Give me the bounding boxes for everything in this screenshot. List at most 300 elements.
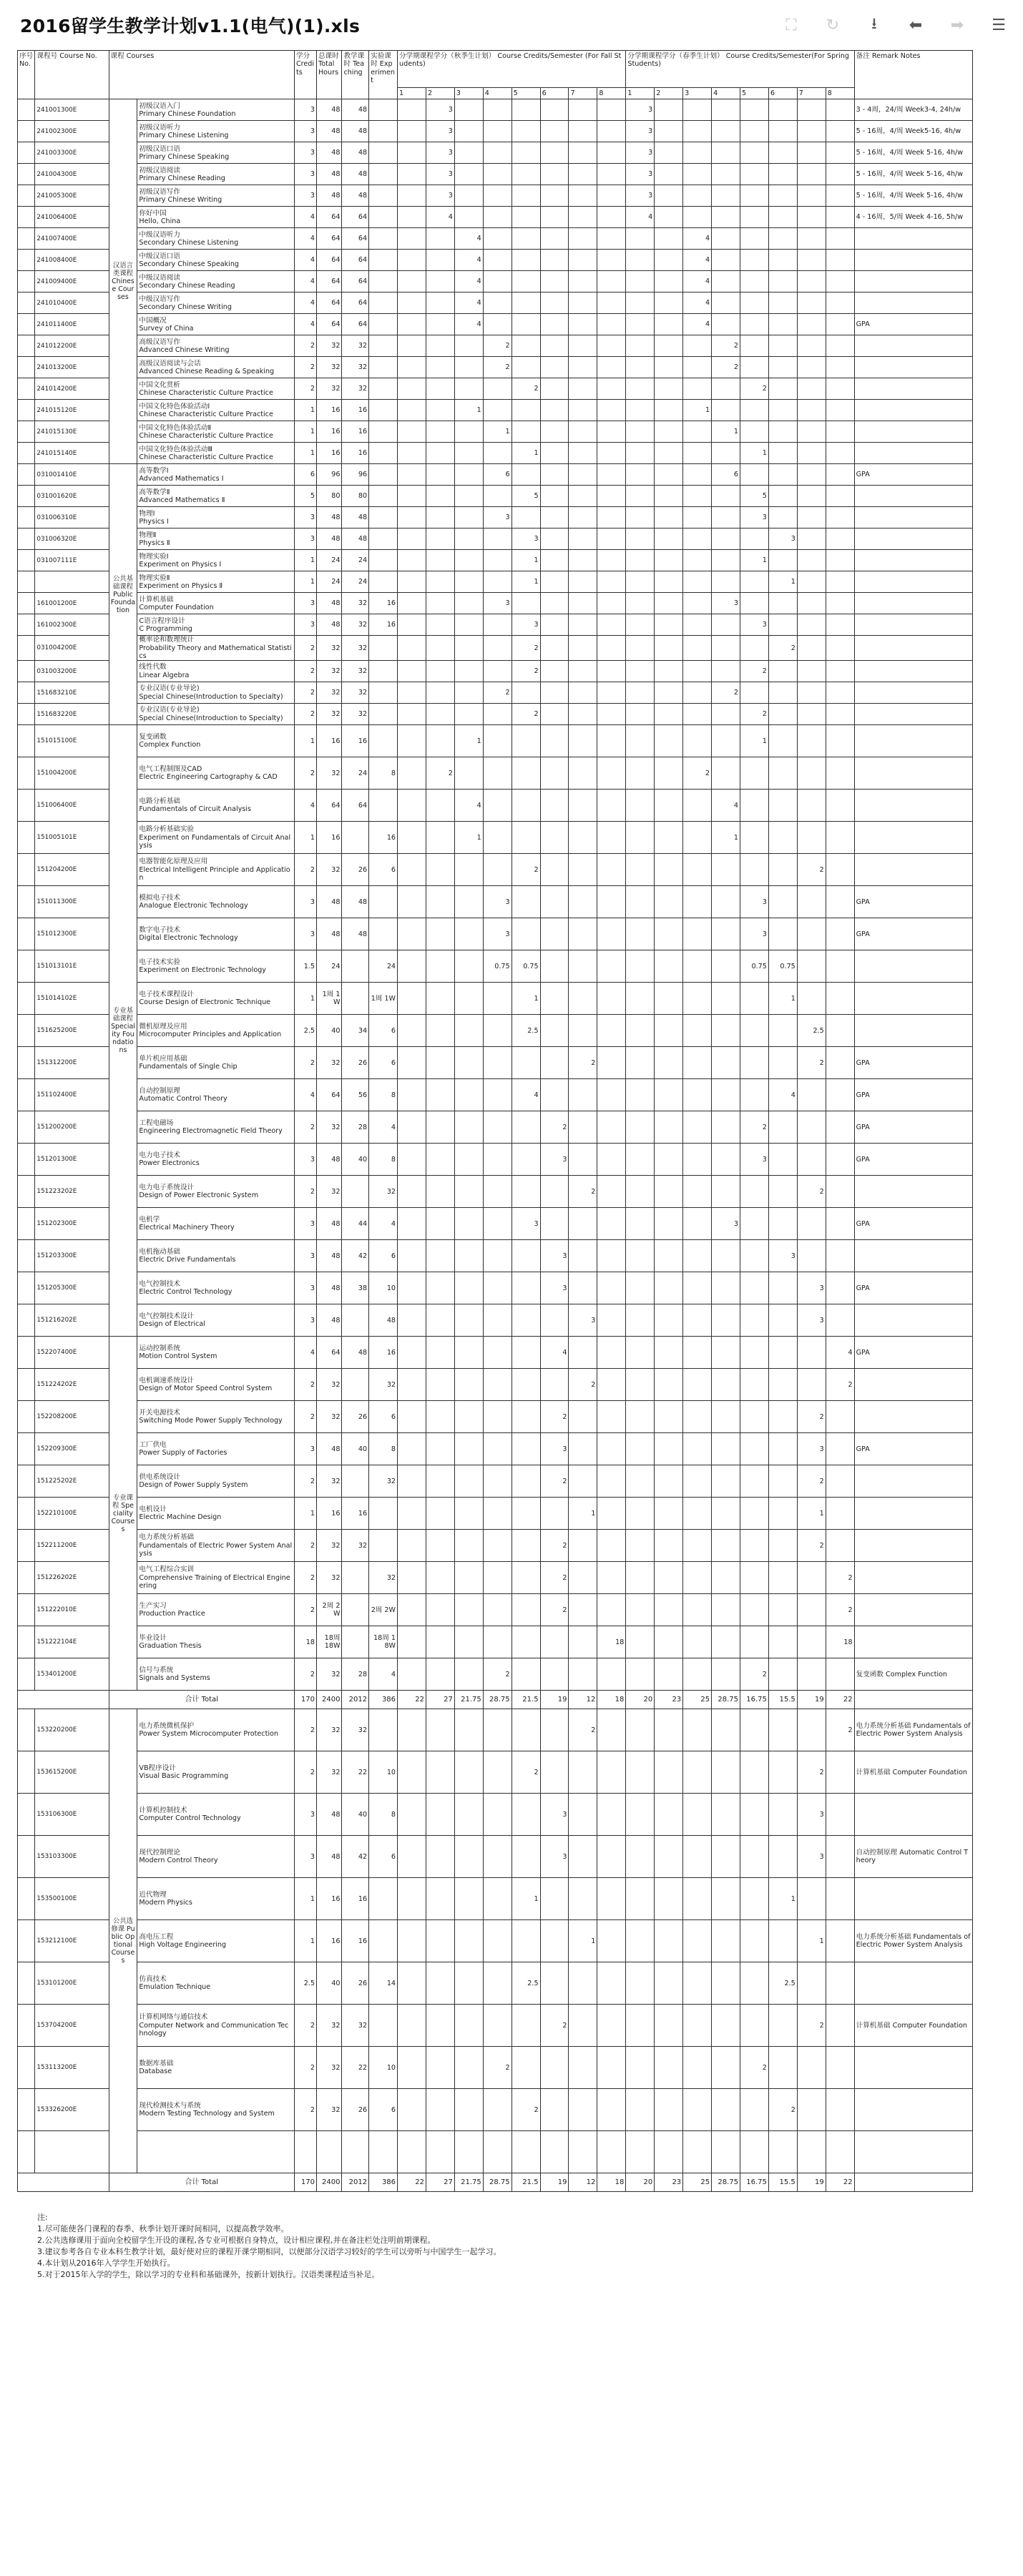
spring-semester-credit [797, 2131, 826, 2173]
experiment-hours-cell: 14 [369, 1962, 398, 2005]
spring-semester-credit [626, 1626, 655, 1658]
fall-semester-credit [512, 2047, 540, 2089]
table-row [18, 886, 973, 918]
fall-semester-credit [454, 142, 483, 164]
course-name [137, 2047, 295, 2089]
spring-semester-credit: 2 [826, 1594, 854, 1626]
row-number [18, 1047, 35, 1079]
fall-semester-credit [454, 1240, 483, 1272]
spring-semester-credit [826, 1079, 854, 1111]
course-name-zh: 物理Ⅱ [139, 531, 157, 539]
spring-semester-credit [797, 443, 826, 464]
spring-semester-credit [768, 1530, 797, 1562]
course-name-zh: 计算机基础 [139, 595, 174, 604]
spring-semester-credit: 2 [797, 854, 826, 886]
spring-semester-credit [797, 335, 826, 357]
spring-semester-credit [626, 250, 655, 271]
teaching-hours-cell: 44 [342, 1208, 369, 1240]
spring-semester-credit [768, 228, 797, 250]
fall-semester-credit [398, 614, 426, 636]
fall-semester-credit [512, 1401, 540, 1433]
fall-semester-credit [454, 950, 483, 983]
spring-semester-credit [740, 164, 768, 185]
total-hours-cell: 32 [316, 2047, 341, 2089]
remark-cell [854, 250, 972, 271]
row-number [18, 2131, 35, 2173]
fall-semester-credit [483, 400, 512, 421]
course-name [137, 1658, 295, 1691]
fall-semester-credit [398, 443, 426, 464]
remark-cell [854, 1401, 972, 1433]
col-header-fall: 分学期课程学分（秋季生计划） Course Credits/Semester (For Fall Students) [398, 51, 626, 88]
course-name-en: Design of Power Electronic System [139, 1191, 259, 1200]
teaching-hours-cell: 16 [342, 443, 369, 464]
course-code: 151011300E [35, 886, 109, 918]
experiment-hours-cell [369, 790, 398, 822]
fall-semester-credit: 1 [569, 1920, 597, 1962]
total-fall-credit: 19 [540, 2173, 569, 2192]
fall-semester-credit: 2 [483, 335, 512, 357]
fall-semester-credit [569, 983, 597, 1015]
fall-semester-credit [454, 1304, 483, 1337]
fall-semester-credit [454, 661, 483, 682]
spring-semester-credit: 3 [626, 185, 655, 207]
spring-semester-credit [683, 822, 712, 854]
spring-semester-credit [626, 1751, 655, 1794]
spring-semester-credit [655, 1337, 683, 1369]
table-row [18, 121, 973, 142]
total-fall-credit: 12 [569, 1691, 597, 1709]
spring-semester-credit [683, 1401, 712, 1433]
credits-cell: 1 [294, 1920, 316, 1962]
remark-cell [854, 1240, 972, 1272]
total-hours-cell: 48 [316, 99, 341, 121]
spring-semester-credit [768, 357, 797, 378]
fall-semester-credit [597, 164, 626, 185]
spring-semester-credit [826, 1836, 854, 1878]
fall-semester-credit [426, 1111, 454, 1144]
course-code: 153615200E [35, 1751, 109, 1794]
note-line: 3.建议参考各自专业本科生教学计划，最好使对应的课程开课学期相同，以便部分汉语学习较好的学生可以旁听与中国学生一起学习。 [37, 2247, 501, 2257]
table-row [18, 983, 973, 1015]
total-spring-credit: 23 [655, 1691, 683, 1709]
course-name [137, 1047, 295, 1079]
row-number [18, 1626, 35, 1658]
course-name-zh: 电机拖动基础 [139, 1247, 180, 1256]
credits-cell: 4 [294, 207, 316, 228]
fall-semester-credit [597, 1562, 626, 1594]
course-code: 152211200E [35, 1530, 109, 1562]
experiment-hours-cell: 6 [369, 854, 398, 886]
spring-semester-credit [797, 918, 826, 950]
spring-semester-credit [768, 185, 797, 207]
table-row [18, 1878, 973, 1920]
experiment-hours-cell [369, 400, 398, 421]
spring-semester-credit [683, 636, 712, 661]
fall-semester-credit [426, 1015, 454, 1047]
credits-cell: 2.5 [294, 1962, 316, 2005]
course-name-en: Advanced Mathematics Ⅰ [139, 474, 224, 483]
fall-semester-credit [426, 661, 454, 682]
spring-semester-credit [683, 529, 712, 550]
spring-semester-credit: 2 [797, 1176, 826, 1208]
fall-semester-credit [454, 185, 483, 207]
course-name-en: Physics Ⅱ [139, 539, 170, 547]
spring-semester-credit [626, 950, 655, 983]
fall-semester-credit [483, 1433, 512, 1465]
fall-semester-credit [540, 443, 569, 464]
course-name-zh: 电气工程制图及CAD [139, 765, 202, 773]
row-number [18, 682, 35, 704]
remark-cell: 电力系统分析基础 Fundamentals of Electric Power System Analysis [854, 1920, 972, 1962]
fall-semester-credit [398, 1047, 426, 1079]
spring-semester-credit [655, 1369, 683, 1401]
spring-semester-credit: 2 [740, 1111, 768, 1144]
fall-semester-credit [597, 250, 626, 271]
header-row [18, 51, 973, 88]
spring-semester-credit [683, 1337, 712, 1369]
table-row [18, 704, 973, 725]
spring-semester-credit [683, 185, 712, 207]
row-number [18, 950, 35, 983]
course-code: 153103300E [35, 1836, 109, 1878]
remark-cell: GPA [854, 1272, 972, 1304]
course-code: 031001410E [35, 464, 109, 486]
spring-semester-credit [740, 335, 768, 357]
spring-semester-credit [683, 1709, 712, 1751]
fall-semester-credit [398, 1878, 426, 1920]
course-name [137, 983, 295, 1015]
spring-semester-credit [740, 121, 768, 142]
fall-semester-credit [540, 1304, 569, 1337]
total-hours-cell: 64 [316, 1337, 341, 1369]
credits-cell: 3 [294, 918, 316, 950]
fall-semester-credit: 2 [569, 1709, 597, 1751]
row-number [18, 636, 35, 661]
spring-semester-credit [712, 1709, 740, 1751]
spring-semester-credit [826, 2089, 854, 2131]
spring-semester-credit [797, 550, 826, 571]
course-code: 241008400E [35, 250, 109, 271]
course-name [137, 292, 295, 314]
spring-semester-header: 8 [826, 88, 854, 99]
teaching-hours-cell: 64 [342, 271, 369, 292]
fall-semester-credit [512, 164, 540, 185]
experiment-hours-cell: 10 [369, 2047, 398, 2089]
spring-semester-credit [626, 1465, 655, 1498]
row-number [18, 2047, 35, 2089]
spring-semester-credit [740, 1794, 768, 1836]
spring-semester-header: 5 [740, 88, 768, 99]
course-code: 031004200E [35, 636, 109, 661]
credits-cell: 6 [294, 464, 316, 486]
row-number [18, 1658, 35, 1691]
experiment-hours-cell [369, 507, 398, 529]
course-category: 汉语言类课程 Chinese Courses [109, 99, 137, 464]
course-name [137, 314, 295, 335]
course-code: 241001300E [35, 99, 109, 121]
spring-semester-credit [712, 1794, 740, 1836]
row-number [18, 164, 35, 185]
fall-semester-credit [597, 1920, 626, 1962]
spring-semester-credit [683, 1079, 712, 1111]
experiment-hours-cell: 16 [369, 1337, 398, 1369]
course-name-zh: 中国文化特色体验活动Ⅲ [139, 445, 212, 453]
fall-semester-credit [597, 1304, 626, 1337]
course-name [137, 357, 295, 378]
spring-semester-credit [797, 228, 826, 250]
teaching-hours-cell: 24 [342, 571, 369, 593]
course-name-en: Probability Theory and Mathematical Statistics [139, 644, 292, 660]
teaching-hours-cell: 48 [342, 99, 369, 121]
table-row [18, 335, 973, 357]
remark-cell [854, 950, 972, 983]
fall-semester-credit [597, 121, 626, 142]
fall-semester-credit [569, 1658, 597, 1691]
fall-semester-credit: 4 [540, 1337, 569, 1369]
remark-cell: 5 - 16周，4/周 Week5-16, 4h/w [854, 121, 972, 142]
course-name [137, 464, 295, 486]
spring-semester-credit [712, 571, 740, 593]
fall-semester-credit [426, 2089, 454, 2131]
fall-semester-credit [540, 250, 569, 271]
fall-semester-credit [512, 918, 540, 950]
course-name [137, 443, 295, 464]
row-number [18, 1208, 35, 1240]
total-hours-cell: 64 [316, 790, 341, 822]
total-hours-cell: 32 [316, 1530, 341, 1562]
fullscreen-icon[interactable]: ⛶ [785, 16, 797, 34]
spring-semester-credit [740, 1208, 768, 1240]
fall-semester-credit [426, 335, 454, 357]
forward-arrow-icon[interactable]: ➡ [950, 16, 964, 34]
fall-semester-credit [597, 918, 626, 950]
fall-semester-credit [483, 1111, 512, 1144]
spring-semester-credit: 2 [768, 2089, 797, 2131]
row-number [18, 886, 35, 918]
credits-cell: 1 [294, 1878, 316, 1920]
spring-semester-credit [626, 661, 655, 682]
fall-semester-credit [483, 1144, 512, 1176]
spring-semester-credit [712, 1433, 740, 1465]
fall-semester-credit [454, 918, 483, 950]
spring-semester-credit [712, 1240, 740, 1272]
spring-semester-credit [768, 822, 797, 854]
fall-semester-credit [597, 1751, 626, 1794]
spring-semester-credit [683, 1794, 712, 1836]
teaching-hours-cell: 24 [342, 757, 369, 790]
fall-semester-credit [398, 854, 426, 886]
fall-semester-credit [569, 271, 597, 292]
total-fall-credit: 27 [426, 2173, 454, 2192]
fall-semester-credit [597, 1015, 626, 1047]
fall-semester-credit [540, 757, 569, 790]
row-number [18, 314, 35, 335]
download-icon[interactable]: ⭳ [871, 15, 877, 33]
fall-semester-credit [512, 1562, 540, 1594]
fall-semester-credit [398, 1562, 426, 1594]
fall-semester-credit [597, 2005, 626, 2047]
fall-semester-credit [454, 1562, 483, 1594]
fall-semester-credit [426, 2005, 454, 2047]
row-number [18, 661, 35, 682]
spring-semester-credit [826, 704, 854, 725]
course-code: 241015130E [35, 421, 109, 443]
fall-semester-credit [483, 1401, 512, 1433]
fall-semester-credit: 3 [483, 507, 512, 529]
table-row [18, 378, 973, 400]
note-line: 1.尽可能使各门课程的春季、秋季计划开课时间相同，以提高教学效率。 [37, 2224, 289, 2234]
fall-semester-credit: 5 [512, 486, 540, 507]
table-row [18, 1079, 973, 1111]
fall-semester-credit [512, 1433, 540, 1465]
spring-semester-credit [797, 1208, 826, 1240]
remark-cell [854, 614, 972, 636]
course-name-en: Experiment on Fundamentals of Circuit Analysis [139, 833, 291, 850]
menu-icon[interactable]: ☰ [992, 16, 1006, 34]
spring-semester-credit [655, 1144, 683, 1176]
spring-semester-credit: 4 [626, 207, 655, 228]
spring-semester-credit [797, 1594, 826, 1626]
fall-semester-credit [426, 1920, 454, 1962]
back-arrow-icon[interactable]: ⬅ [909, 16, 923, 34]
credits-cell: 1 [294, 571, 316, 593]
course-name [137, 207, 295, 228]
row-number [18, 1920, 35, 1962]
total-hours-cell: 16 [316, 1878, 341, 1920]
spring-semester-credit [768, 593, 797, 614]
remark-cell: 复变函数 Complex Function [854, 1658, 972, 1691]
remark-cell [854, 636, 972, 661]
course-name-zh: 高级汉语写作 [139, 338, 180, 346]
fall-semester-credit [398, 2089, 426, 2131]
course-code: 151004200E [35, 757, 109, 790]
credits-cell: 3 [294, 1304, 316, 1337]
row-number [18, 464, 35, 486]
course-code: 151014102E [35, 983, 109, 1015]
fall-semester-credit [454, 1594, 483, 1626]
experiment-hours-cell [369, 682, 398, 704]
course-code: 152208200E [35, 1401, 109, 1433]
remark-cell [854, 357, 972, 378]
remark-cell [854, 1962, 972, 2005]
fall-semester-credit [398, 1304, 426, 1337]
spring-semester-credit [626, 464, 655, 486]
spring-semester-credit [740, 185, 768, 207]
course-name [137, 121, 295, 142]
fall-semester-credit: 3 [426, 99, 454, 121]
spring-semester-credit [683, 1176, 712, 1208]
spring-semester-credit [626, 421, 655, 443]
total-hours-cell: 48 [316, 142, 341, 164]
row-number [18, 1751, 35, 1794]
credits-cell: 1 [294, 550, 316, 571]
course-code: 151683210E [35, 682, 109, 704]
remark-cell: GPA [854, 918, 972, 950]
spring-semester-credit [712, 918, 740, 950]
spring-semester-credit: 2 [740, 661, 768, 682]
spring-semester-credit [683, 983, 712, 1015]
credits-cell: 2 [294, 704, 316, 725]
spring-semester-credit [712, 2089, 740, 2131]
table-row [18, 1015, 973, 1047]
experiment-hours-cell: 16 [369, 593, 398, 614]
spring-semester-credit [826, 550, 854, 571]
spring-semester-credit: 4 [683, 271, 712, 292]
fall-semester-credit [454, 2131, 483, 2173]
table-row [18, 464, 973, 486]
course-name [137, 486, 295, 507]
table-row [18, 725, 973, 757]
total-hours-cell: 64 [316, 271, 341, 292]
row-number [18, 614, 35, 636]
fall-semester-credit [454, 2089, 483, 2131]
fall-semester-credit [569, 443, 597, 464]
total-hours-cell: 48 [316, 1304, 341, 1337]
fall-semester-credit [483, 185, 512, 207]
spring-semester-credit [768, 1920, 797, 1962]
fall-semester-credit [454, 1836, 483, 1878]
fall-semester-credit [512, 1530, 540, 1562]
spring-semester-credit [797, 142, 826, 164]
experiment-hours-cell [369, 207, 398, 228]
fall-semester-credit [540, 421, 569, 443]
experiment-hours-cell [369, 357, 398, 378]
spring-semester-credit [683, 2089, 712, 2131]
fall-semester-credit [398, 2047, 426, 2089]
total-hours-cell: 48 [316, 1272, 341, 1304]
row-number [18, 400, 35, 421]
spring-semester-credit [626, 1208, 655, 1240]
course-name-zh: 电力电子系统设计 [139, 1183, 195, 1191]
fall-semester-credit [540, 2047, 569, 2089]
refresh-icon[interactable]: ↻ [826, 16, 840, 34]
credits-cell: 3 [294, 507, 316, 529]
fall-semester-credit [597, 1369, 626, 1401]
course-code: 151223202E [35, 1176, 109, 1208]
fall-semester-credit [483, 790, 512, 822]
fall-semester-credit [597, 614, 626, 636]
course-code: 151216202E [35, 1304, 109, 1337]
fall-semester-credit [597, 1433, 626, 1465]
total-fall-credit: 18 [597, 1691, 626, 1709]
spring-semester-credit [655, 1751, 683, 1794]
spring-semester-credit [712, 1176, 740, 1208]
course-name-zh: 电气控制技术 [139, 1279, 180, 1288]
credits-cell: 2 [294, 682, 316, 704]
fall-semester-credit [426, 1433, 454, 1465]
total-hours-cell: 32 [316, 661, 341, 682]
course-name [137, 950, 295, 983]
spring-semester-credit [655, 918, 683, 950]
spring-semester-credit [626, 271, 655, 292]
credits-cell: 3 [294, 886, 316, 918]
teaching-hours-cell: 28 [342, 1658, 369, 1691]
credits-cell: 2 [294, 1111, 316, 1144]
fall-semester-credit [597, 950, 626, 983]
fall-semester-credit [569, 790, 597, 822]
fall-semester-credit [512, 142, 540, 164]
fall-semester-credit [569, 1208, 597, 1240]
course-name-en: Linear Algebra [139, 671, 190, 679]
course-name-zh: 中级汉语写作 [139, 295, 180, 303]
fall-semester-credit [540, 1920, 569, 1962]
fall-semester-credit: 1 [512, 550, 540, 571]
spring-semester-credit [626, 529, 655, 550]
note-line: 注: [37, 2213, 48, 2223]
fall-semester-credit [569, 1079, 597, 1111]
fall-semester-credit: 2.5 [512, 1015, 540, 1047]
